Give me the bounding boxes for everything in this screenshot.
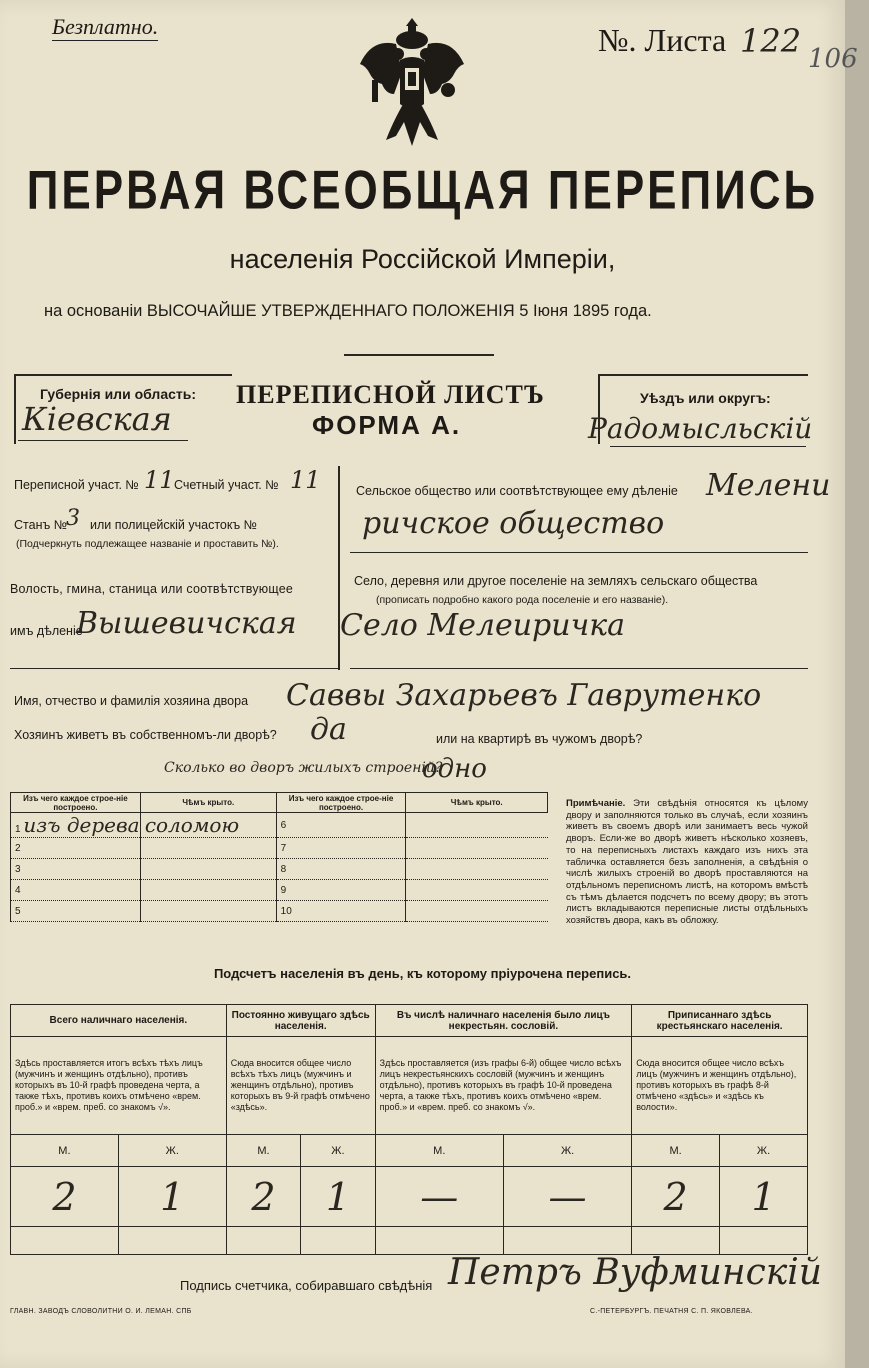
table-row [11, 813, 548, 838]
buildings-count-label: Сколько во дворъ жилыхъ строеній? [164, 760, 443, 776]
col-material-left: Изъ чего каждое строе-ніе построено. [11, 793, 141, 813]
col-roof-left: Чѣмъ крыто. [140, 793, 276, 813]
selo-value: Село Мелеиричка [340, 608, 626, 643]
schet-value: 11 [290, 466, 321, 494]
own-yard-label: Хозяинъ живетъ въ собственномъ-ли дворѣ? [14, 728, 277, 742]
row-number: 9 [276, 880, 406, 901]
obshchestvo-label: Сельское общество или соотвѣтствующее ему дѣленіе [356, 484, 678, 498]
roof-cell [406, 838, 548, 859]
uezd-label: Уѣздъ или округъ: [640, 390, 771, 406]
sheet-number-label: №. Листа [598, 22, 727, 58]
row-number: 7 [276, 838, 406, 859]
obshchestvo-value-2: ричское общество [362, 506, 665, 541]
note-text: Эти свѣдѣнія относятся къ цѣлому двору и заполняются только въ случаѣ, если хозяинъ живетъ въ своемъ дворѣ или занимаетъ весь чужой дворъ. Если-же во дворѣ живетъ нѣсколько хозяевъ, то на переписныхъ листахъ каждаго изъ нихъ эта табличка оставляется безъ заполненія, а свѣдѣнія о числѣ жилыхъ строеній во дворѣ проставляются на отдѣльномъ переписномъ листѣ, на которомъ вмѣстѣ съ тѣмъ дѣлается подсчетъ по всему двору; въ этотъ листъ вкладываются переписные листы отдѣльныхъ хозяйствъ двора, какъ въ обложку. [566, 798, 809, 927]
male-value: 2 [632, 1167, 720, 1227]
totals-table [10, 1004, 808, 1255]
female-header: Ж. [720, 1135, 808, 1167]
schet-label: Счетный участ. № [174, 478, 279, 492]
rule [14, 374, 16, 444]
row-number: 10 [276, 901, 406, 922]
roof-cell [406, 901, 548, 922]
own-yard-value: да [310, 712, 347, 747]
uchastok-value: 11 [144, 466, 175, 494]
table-row [11, 901, 548, 922]
owner-name-label: Имя, отчество и фамилія хозяина двора [14, 694, 249, 708]
note-title: Примѣчаніе. [566, 798, 626, 809]
imperial-eagle-emblem [352, 14, 472, 154]
roof-cell [140, 901, 276, 922]
row-number: 4 [11, 880, 141, 901]
note-block [566, 798, 808, 927]
row-number: 8 [276, 859, 406, 880]
page-subtitle: населенія Россійской Имперіи, [229, 244, 616, 274]
blank-cell [503, 1227, 631, 1255]
female-value: 1 [118, 1167, 226, 1227]
roof-cell: соломою [140, 813, 276, 838]
group-description: Сюда вносится общее число всѣхъ лицъ (мужчинъ и женщинъ отдѣльно), противъ которыхъ въ графѣ 8-й отмѣчено «здѣсь» и «здѣсь къ волости». [632, 1037, 808, 1135]
male-value: 2 [11, 1167, 119, 1227]
roof-cell [406, 813, 548, 838]
scanner-background [845, 0, 869, 1368]
group-title: Всего наличнаго населенія. [11, 1005, 227, 1037]
underline-note: (Подчеркнуть подлежащее названіе и проставить №). [16, 538, 279, 550]
uchastok-label: Переписной участ. № [14, 478, 139, 492]
volost-label: Волость, гмина, станица или соотвѣтствующее [10, 582, 294, 596]
roof-cell [406, 859, 548, 880]
blank-cell [11, 1227, 119, 1255]
owner-name-value: Саввы Захарьевъ Гаврутенко [286, 678, 762, 713]
roof-cell [406, 880, 548, 901]
rule [14, 374, 232, 376]
roof-cell [140, 880, 276, 901]
row-number: 6 [276, 813, 406, 838]
stan-value: 3 [66, 506, 80, 531]
row-number: 3 [11, 859, 141, 880]
roof-cell [140, 838, 276, 859]
male-header: М. [632, 1135, 720, 1167]
table-row [11, 880, 548, 901]
printer-left: ГЛАВН. ЗАВОДЪ СЛОВОЛИТНИ О. И. ЛЕМАН. СПБ [10, 1308, 192, 1315]
selo-note: (прописать подробно какого рода поселеніе и его названіе). [376, 594, 669, 606]
material-cell: изъ дерева [23, 813, 140, 837]
rule [598, 374, 808, 376]
volost-label-2: имъ дѣленіе [10, 624, 83, 638]
row-number: 2 [11, 838, 141, 859]
blank-cell [118, 1227, 226, 1255]
obshchestvo-value: Мелени [706, 468, 831, 503]
female-value: — [503, 1167, 631, 1227]
rule [610, 446, 806, 447]
row-number: 1 [15, 824, 21, 835]
male-value: — [375, 1167, 503, 1227]
blank-cell [720, 1227, 808, 1255]
rule [10, 668, 338, 669]
signature-label: Подпись счетчика, собиравшаго свѣдѣнія [180, 1278, 433, 1293]
gubernia-value: Кіевская [22, 400, 172, 438]
signature-value: Петръ Вуфминскій [448, 1252, 822, 1293]
rule [350, 668, 808, 669]
police-label: или полицейскій участокъ № [90, 518, 258, 532]
table-row [11, 859, 548, 880]
female-header: Ж. [118, 1135, 226, 1167]
blank-cell [632, 1227, 720, 1255]
row-number: 5 [11, 901, 141, 922]
sheet-number-value: 122 [740, 22, 802, 60]
group-title: Въ числѣ наличнаго населенія было лицъ некрестьян. сословій. [375, 1005, 632, 1037]
stan-label: Станъ № [14, 518, 68, 532]
group-description: Сюда вносится общее число всѣхъ тѣхъ лицъ (мужчинъ и женщинъ отдѣльно), противъ которыхъ въ 9-й графѣ отмѣчено «здѣсь». [226, 1037, 375, 1135]
free-label: Безплатно. [52, 14, 159, 39]
group-title: Приписаннаго здѣсь крестьянскаго населенія. [632, 1005, 808, 1037]
blank-cell [301, 1227, 375, 1255]
basis-line: на основаніи ВЫСОЧАЙШЕ УТВЕРЖДЕННАГО ПОЛОЖЕНІЯ 5 Іюня 1895 года. [44, 302, 652, 320]
buildings-table [10, 792, 548, 922]
gubernia-label: Губернія или область: [40, 386, 197, 402]
printer-right: С.-ПЕТЕРБУРГЪ. ПЕЧАТНЯ С. П. ЯКОВЛЕВА. [590, 1308, 753, 1315]
group-description: Здѣсь проставляется итогъ всѣхъ тѣхъ лицъ (мужчинъ и женщинъ отдѣльно), противъ которыхъ въ 10-й графѣ проведена черта, а также тѣхъ, противъ коихъ отмѣчено «врем. проб.» и «врем. преб. со знакомъ √». [11, 1037, 227, 1135]
page-title: ПЕРВАЯ ВСЕОБЩАЯ ПЕРЕПИСЬ [26, 159, 819, 221]
buildings-count-value: одно [422, 754, 487, 784]
male-header: М. [375, 1135, 503, 1167]
group-description: Здѣсь проставляется (изъ графы 6-й) общее число всѣхъ лицъ некрестьянскихъ сословій (мужчинъ и женщинъ отдѣльно), противъ которыхъ въ графѣ 10-й проведена черта, а также тѣхъ, противъ коихъ отмѣчено «врем. проб.» и «врем. преб. со знакомъ √». [375, 1037, 632, 1135]
female-header: Ж. [301, 1135, 375, 1167]
group-title: Постоянно живущаго здѣсь населенія. [226, 1005, 375, 1037]
archive-number: 106 [808, 44, 858, 74]
rule [18, 440, 188, 441]
selo-label: Село, деревня или другое поселеніе на земляхъ сельскаго общества [354, 574, 758, 588]
form-title: ПЕРЕПИСНОЙ ЛИСТЪ [236, 380, 545, 409]
roof-cell [140, 859, 276, 880]
col-material-right: Изъ чего каждое строе-ніе построено. [276, 793, 406, 813]
female-header: Ж. [503, 1135, 631, 1167]
female-value: 1 [720, 1167, 808, 1227]
ornament-divider [344, 354, 494, 356]
col-roof-right: Чѣмъ крыто. [406, 793, 548, 813]
uezd-value: Радомысльскій [588, 412, 813, 445]
rent-label: или на квартирѣ въ чужомъ дворѣ? [436, 732, 643, 746]
blank-cell [375, 1227, 503, 1255]
table-row [11, 838, 548, 859]
rule [350, 552, 808, 553]
female-value: 1 [301, 1167, 375, 1227]
male-header: М. [226, 1135, 300, 1167]
male-value: 2 [226, 1167, 300, 1227]
totals-heading: Подсчетъ населенія въ день, къ которому пріурочена перепись. [213, 966, 632, 981]
male-header: М. [11, 1135, 119, 1167]
volost-value: Вышевичская [76, 606, 297, 641]
form-subtitle: ФОРМА А. [312, 410, 462, 440]
blank-cell [226, 1227, 300, 1255]
